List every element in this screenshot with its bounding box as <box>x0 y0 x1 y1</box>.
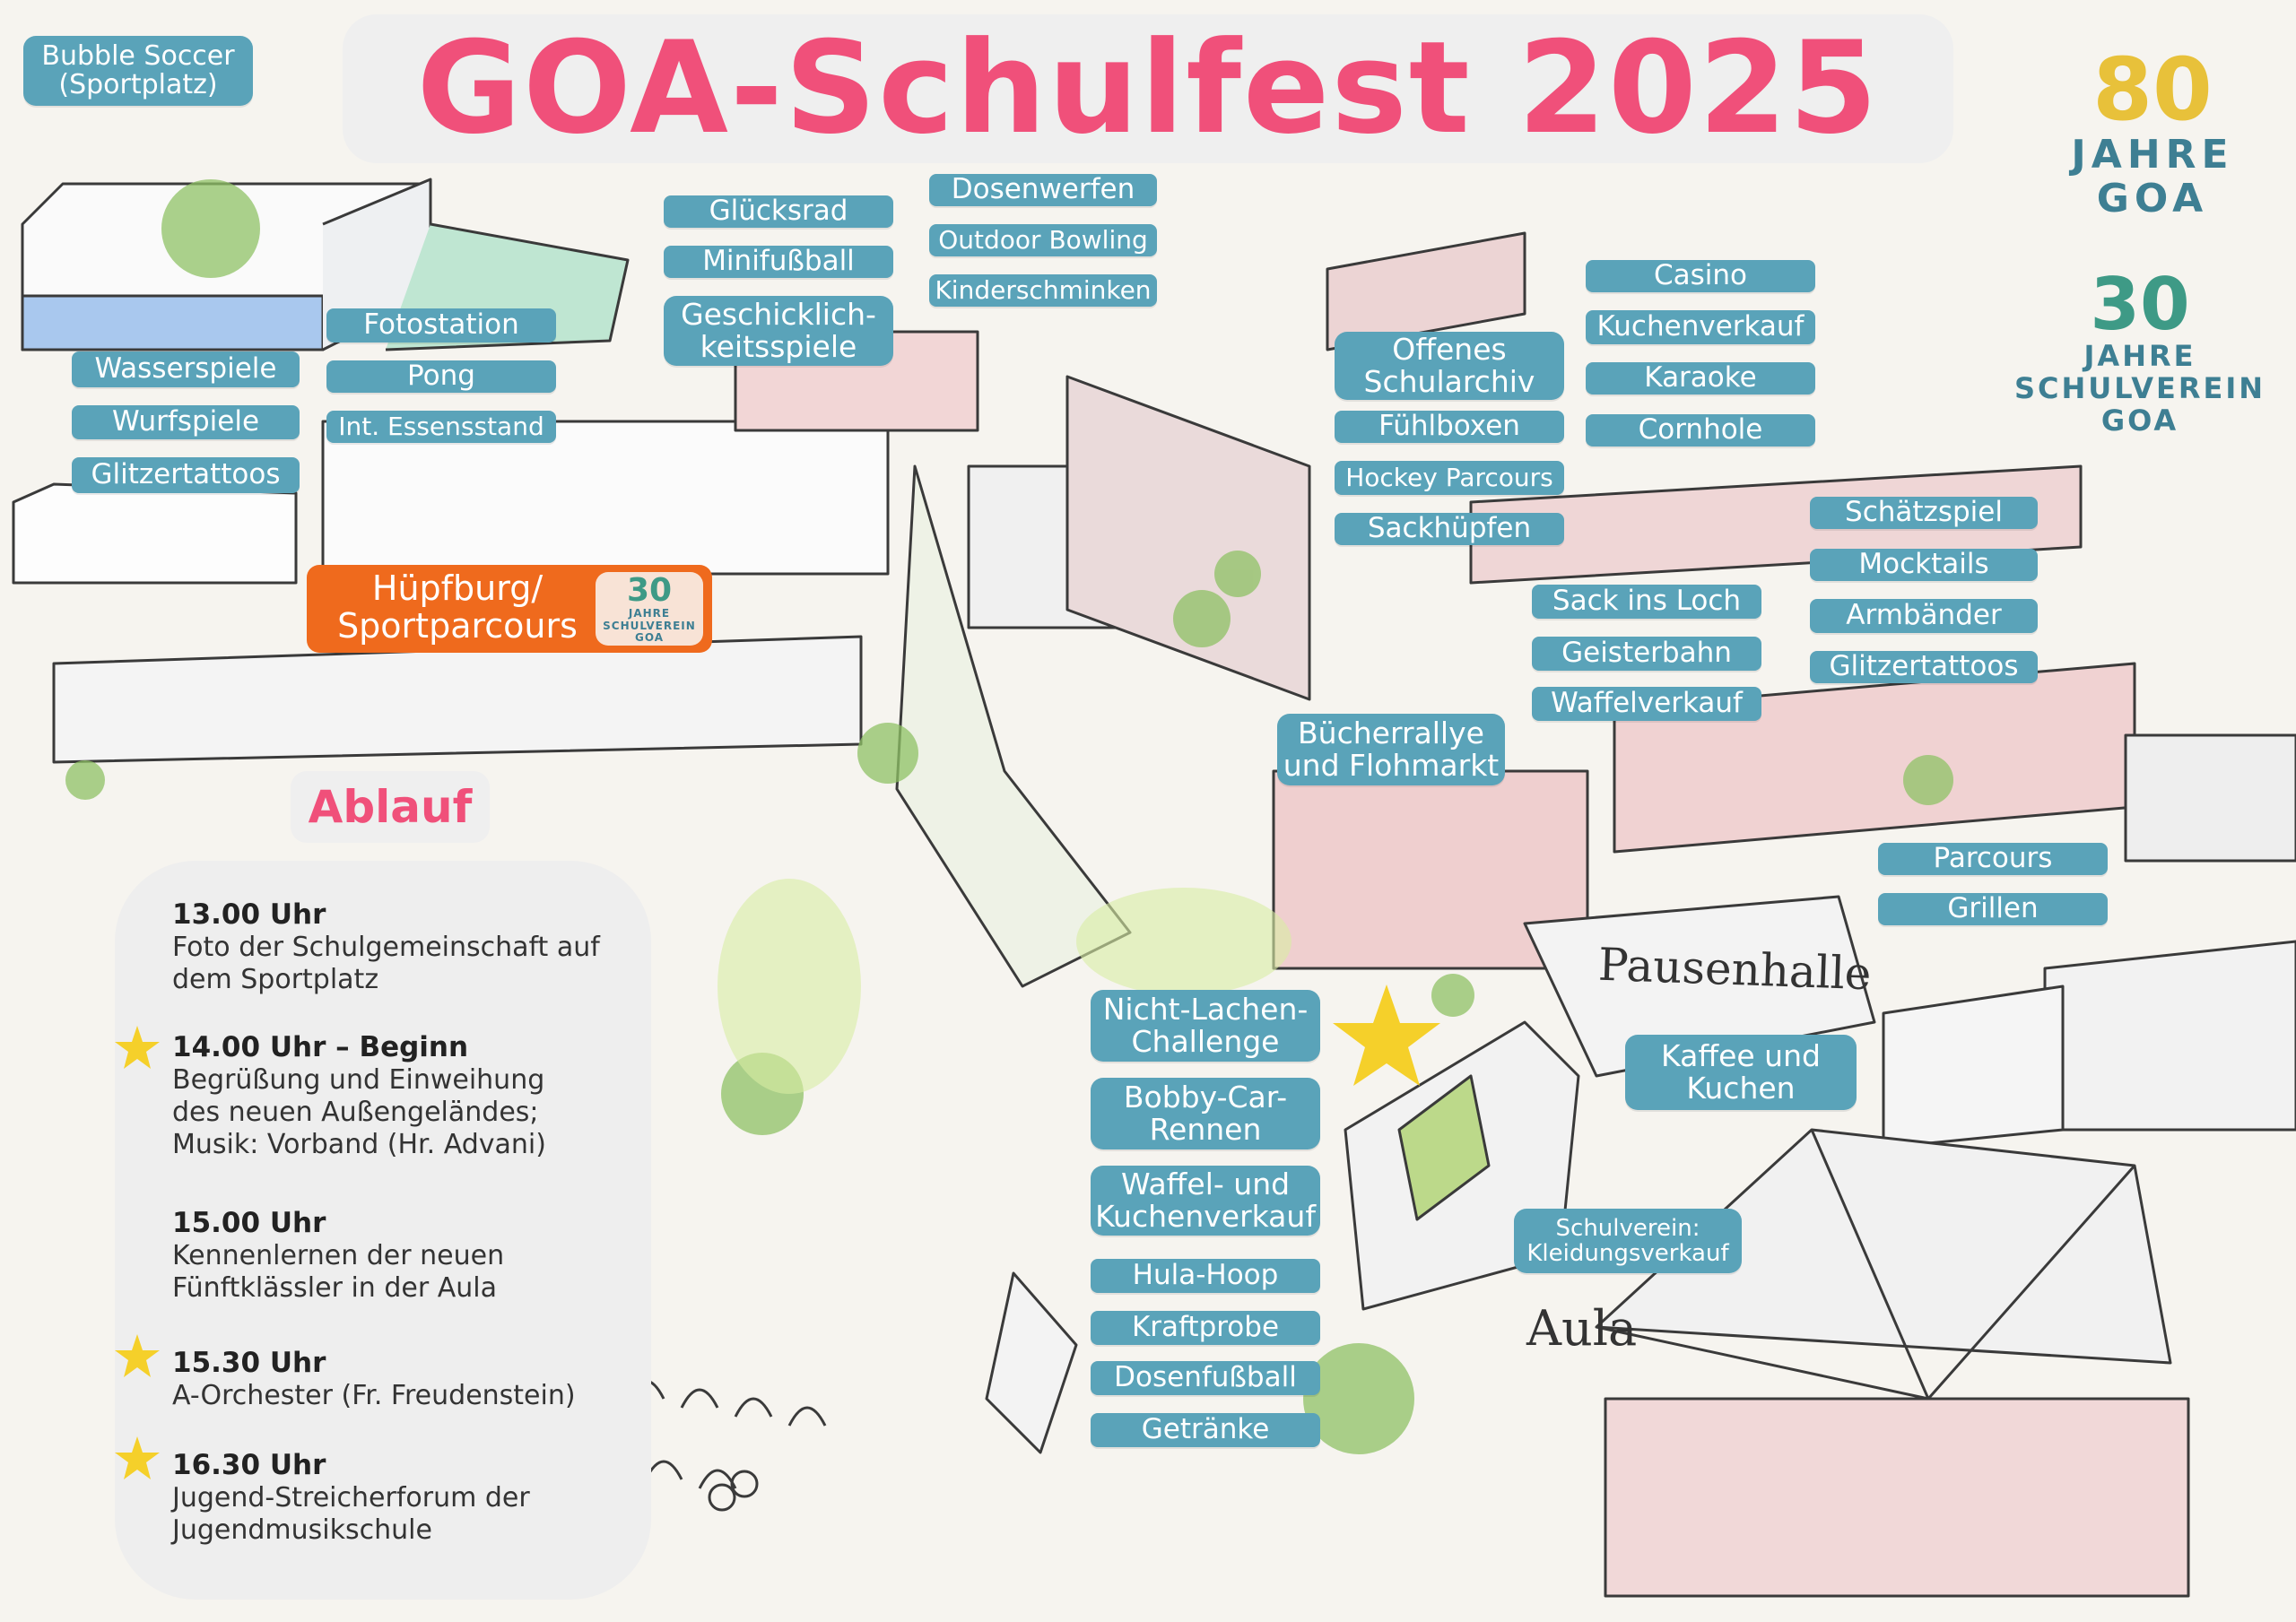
tag-fotostation[interactable]: Fotostation <box>326 308 556 343</box>
huepfburg-label: Hüpfburg/ Sportparcours <box>337 568 578 646</box>
schedule-time: 15.30 Uhr <box>172 1347 326 1379</box>
tag-grillen[interactable]: Grillen <box>1878 893 2108 925</box>
schedule-time: 16.30 Uhr <box>172 1449 326 1481</box>
schedule-description: Kennenlernen der neuen Fünftklässler in der Aula <box>172 1240 505 1305</box>
tag-casino[interactable]: Casino <box>1586 260 1815 292</box>
tag-mocktails[interactable]: Mocktails <box>1810 549 2038 581</box>
tag-bobby-car-rennen[interactable]: Bobby-Car- Rennen <box>1091 1078 1320 1149</box>
star-icon <box>113 1024 161 1072</box>
tag-kinderschminken[interactable]: Kinderschminken <box>929 274 1157 307</box>
tag-pong[interactable]: Pong <box>326 360 556 393</box>
tag-sack-ins-loch[interactable]: Sack ins Loch <box>1532 585 1761 619</box>
tag-kuchenverkauf[interactable]: Kuchenverkauf <box>1586 310 1815 344</box>
logo-80-number: 80 <box>2092 39 2213 140</box>
tag-geschicklichkeitsspiele[interactable]: Geschicklich- keitsspiele <box>664 296 893 366</box>
ablauf-title: Ablauf <box>291 771 490 843</box>
tag-glitzertattoos-west[interactable]: Glitzertattoos <box>72 457 300 493</box>
logo-30-text: JAHRE SCHULVEREIN GOA <box>2013 339 2266 438</box>
page-title: GOA-Schulfest 2025 <box>416 14 1880 162</box>
tag-offenes-schularchiv[interactable]: Offenes Schularchiv <box>1335 332 1564 400</box>
tag-hockey-parcours[interactable]: Hockey Parcours <box>1335 461 1564 495</box>
page-title-container <box>343 14 1953 163</box>
tag-buecherrallye[interactable]: Bücherrallye und Flohmarkt <box>1277 714 1505 785</box>
schedule-description: Begrüßung und Einweihung des neuen Außengeländes; Musik: Vorband (Hr. Advani) <box>172 1064 546 1161</box>
tag-sackhuepfen[interactable]: Sackhüpfen <box>1335 513 1564 545</box>
logo-80-jahre-goa <box>2045 39 2260 222</box>
tag-hula-hoop[interactable]: Hula-Hoop <box>1091 1259 1320 1293</box>
schedule-time: 15.00 Uhr <box>172 1207 326 1239</box>
schedule-item <box>172 1449 639 1547</box>
tag-schulverein-kleidungsverkauf[interactable]: Schulverein: Kleidungsverkauf <box>1514 1209 1742 1273</box>
pausenhalle-label: Pausenhalle <box>1597 938 1873 1001</box>
schedule-item <box>172 1207 639 1305</box>
tag-waffel-und-kuchenverkauf[interactable]: Waffel- und Kuchenverkauf <box>1091 1166 1320 1236</box>
schedule-item <box>172 898 639 996</box>
tag-armbaender[interactable]: Armbänder <box>1810 599 2038 633</box>
tag-parcours[interactable]: Parcours <box>1878 843 2108 875</box>
tag-nicht-lachen-challenge[interactable]: Nicht-Lachen- Challenge <box>1091 990 1320 1062</box>
tag-int-essensstand[interactable]: Int. Essensstand <box>326 411 556 443</box>
logo-30-jahre-schulverein <box>2005 263 2274 438</box>
tag-cornhole[interactable]: Cornhole <box>1586 414 1815 447</box>
tag-huepfburg-sportparcours[interactable] <box>307 565 712 653</box>
tag-geisterbahn[interactable]: Geisterbahn <box>1532 637 1761 671</box>
tag-minifussball[interactable]: Minifußball <box>664 246 893 278</box>
logo-30-number: 30 <box>2090 263 2190 346</box>
star-icon <box>113 1332 161 1381</box>
schedule-item <box>172 1347 639 1412</box>
tag-outdoor-bowling[interactable]: Outdoor Bowling <box>929 224 1157 256</box>
schedule-description: Jugend-Streicherforum der Jugendmusikschule <box>172 1482 530 1547</box>
schedule-description: A-Orchester (Fr. Freudenstein) <box>172 1380 576 1412</box>
tag-wurfspiele[interactable]: Wurfspiele <box>72 405 300 439</box>
schulverein-mini-logo <box>596 572 703 646</box>
tag-dosenfussball[interactable]: Dosenfußball <box>1091 1361 1320 1395</box>
tag-dosenwerfen[interactable]: Dosenwerfen <box>929 174 1157 206</box>
schedule-time: 13.00 Uhr <box>172 898 326 931</box>
schedule-item <box>172 1031 639 1161</box>
tag-fuehlboxen[interactable]: Fühlboxen <box>1335 411 1564 443</box>
tag-wasserspiele[interactable]: Wasserspiele <box>72 351 300 387</box>
mini-logo-text: JAHRE SCHULVEREIN GOA <box>603 606 696 645</box>
mini-logo-number: 30 <box>626 572 673 609</box>
tag-waffelverkauf[interactable]: Waffelverkauf <box>1532 687 1761 721</box>
tag-schaetzspiel[interactable]: Schätzspiel <box>1810 497 2038 529</box>
tag-kraftprobe[interactable]: Kraftprobe <box>1091 1311 1320 1345</box>
tag-bubble-soccer[interactable]: Bubble Soccer (Sportplatz) <box>23 36 253 106</box>
logo-80-text: JAHRE GOA <box>2071 132 2234 222</box>
tag-kaffee-und-kuchen[interactable]: Kaffee und Kuchen <box>1625 1035 1857 1110</box>
star-icon <box>113 1435 161 1483</box>
tag-gluecksrad[interactable]: Glücksrad <box>664 195 893 228</box>
schedule-description: Foto der Schulgemeinschaft auf dem Sportplatz <box>172 932 600 996</box>
schedule-time: 14.00 Uhr – Beginn <box>172 1031 469 1063</box>
tag-karaoke[interactable]: Karaoke <box>1586 362 1815 395</box>
tag-glitzertattoos-east[interactable]: Glitzertattoos <box>1810 651 2038 683</box>
aula-label: Aula <box>1526 1300 1638 1357</box>
star-marker-icon <box>1333 984 1440 1086</box>
tag-getraenke[interactable]: Getränke <box>1091 1413 1320 1447</box>
